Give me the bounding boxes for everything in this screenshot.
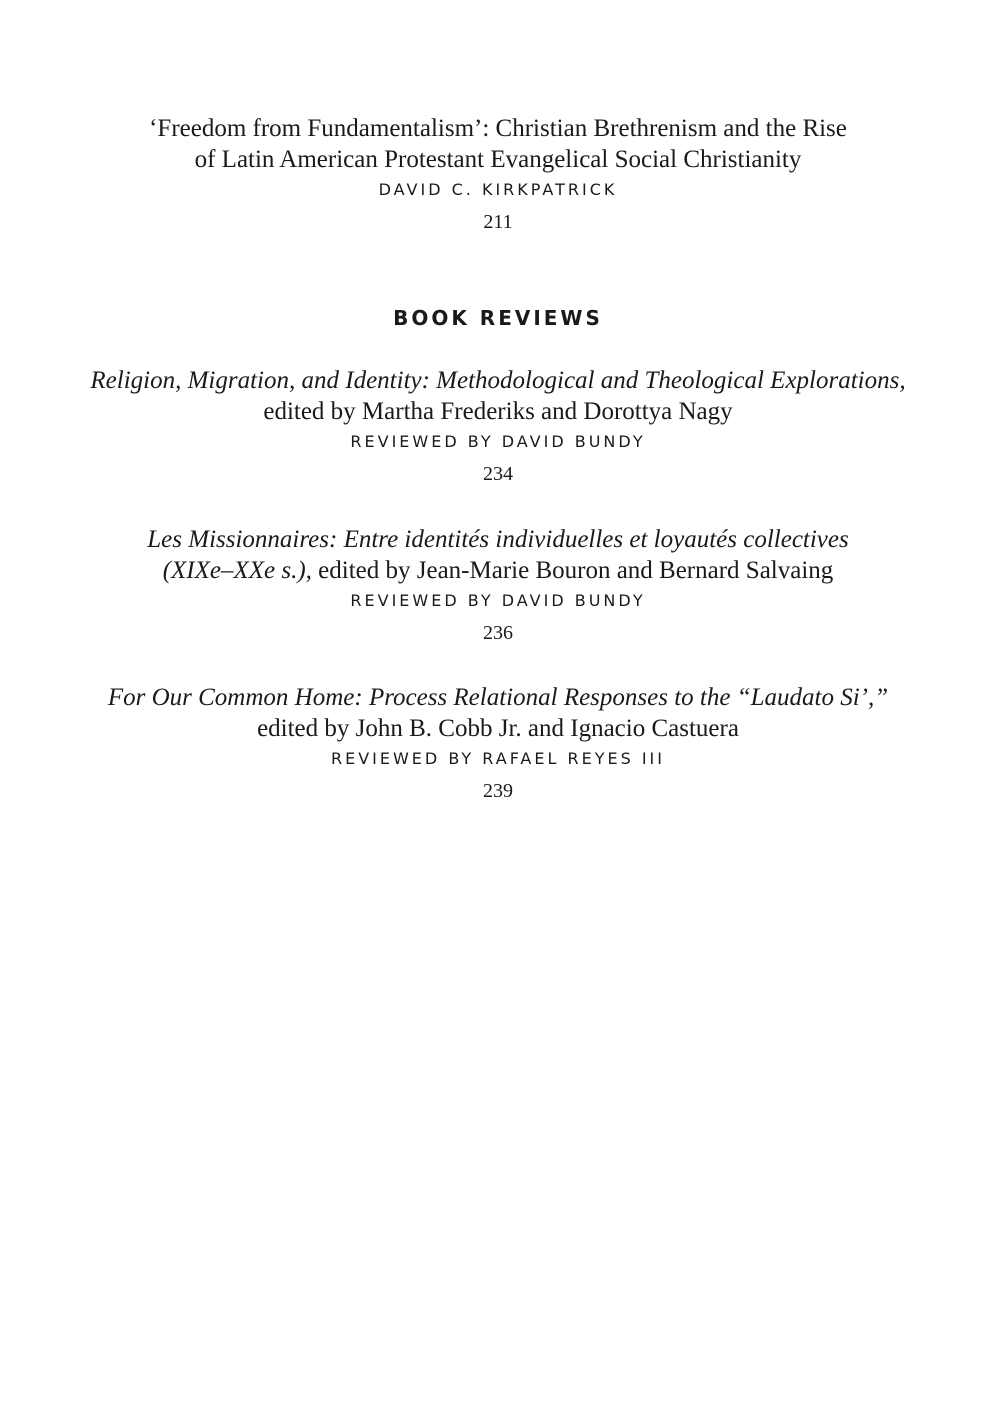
review-page-number: 239 (483, 780, 513, 802)
review-title-italic-part: (XIXe–XXe s.), (162, 557, 312, 584)
review-title-italic: Religion, Migration, and Identity: Methodological and Theological Explorations, (90, 367, 906, 394)
section-heading: BOOK REVIEWS (393, 306, 603, 330)
review-title-line-1 (0, 682, 996, 713)
review-title-line-2: edited by John B. Cobb Jr. and Ignacio Castuera (257, 715, 739, 742)
review-title-line-2: edited by Martha Frederiks and Dorottya Nagy (263, 398, 733, 425)
reviewer: REVIEWED BY DAVID BUNDY (350, 432, 646, 451)
review-entry (0, 524, 996, 645)
review-title-line-1 (0, 365, 996, 396)
review-title-italic: Les Missionnaires: Entre identités individuelles et loyautés collectives (147, 526, 849, 553)
review-title-italic: For Our Common Home: Process Relational Responses to the “Laudato Si’,” (107, 684, 889, 711)
article-title-line-2: of Latin American Protestant Evangelical Social Christianity (194, 146, 802, 173)
article-author: DAVID C. KIRKPATRICK (378, 180, 618, 199)
review-title-line-2 (0, 555, 996, 586)
article-title-line-1: ‘Freedom from Fundamentalism’: Christian Brethrenism and the Rise (149, 115, 847, 142)
reviewer: REVIEWED BY DAVID BUNDY (350, 591, 646, 610)
review-entry (0, 682, 996, 803)
section-heading-block (0, 305, 996, 331)
review-page-number: 236 (483, 622, 513, 644)
review-editors: edited by Jean-Marie Bouron and Bernard Salvaing (311, 557, 834, 584)
review-entry (0, 365, 996, 486)
review-page-number: 234 (483, 463, 513, 485)
article-page-number: 211 (483, 211, 513, 233)
review-title-line-1 (0, 524, 996, 555)
reviewer: REVIEWED BY RAFAEL REYES III (330, 749, 665, 768)
article-entry (0, 113, 996, 234)
